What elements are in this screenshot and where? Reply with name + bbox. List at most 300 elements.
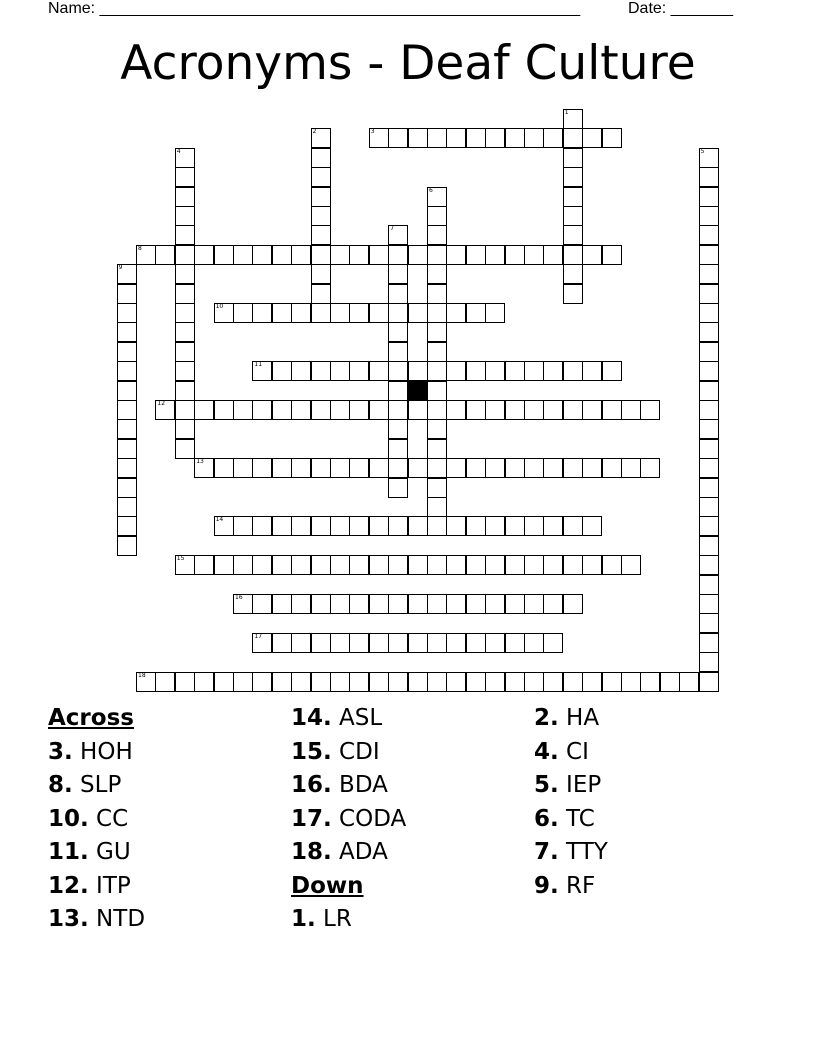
grid-cell[interactable] [388,361,408,381]
grid-cell[interactable] [330,633,350,653]
grid-cell[interactable] [602,458,622,478]
grid-cell[interactable] [117,381,137,401]
grid-cell[interactable] [252,361,272,381]
grid-cell[interactable] [621,400,641,420]
grid-cell[interactable] [543,672,563,692]
grid-cell[interactable] [563,109,583,129]
grid-cell[interactable] [291,458,311,478]
grid-cell[interactable] [524,672,544,692]
grid-cell[interactable] [524,361,544,381]
grid-cell[interactable] [252,633,272,653]
grid-cell[interactable] [233,458,253,478]
grid-cell[interactable] [621,555,641,575]
grid-cell[interactable] [563,128,583,148]
grid-cell[interactable] [272,516,292,536]
grid-cell[interactable] [349,516,369,536]
grid-cell[interactable] [485,594,505,614]
grid-cell[interactable] [446,245,466,265]
grid-cell[interactable] [582,672,602,692]
grid-cell[interactable] [272,361,292,381]
grid-cell[interactable] [582,516,602,536]
grid-cell[interactable] [330,516,350,536]
grid-cell[interactable] [485,128,505,148]
grid-cell[interactable] [699,322,719,342]
grid-cell[interactable] [427,458,447,478]
grid-cell[interactable] [311,167,331,187]
grid-cell[interactable] [699,167,719,187]
grid-cell[interactable] [524,458,544,478]
grid-cell[interactable] [369,555,389,575]
grid-cell[interactable] [155,672,175,692]
grid-cell[interactable] [699,516,719,536]
grid-cell[interactable] [524,516,544,536]
grid-cell[interactable] [117,361,137,381]
grid-cell[interactable] [543,400,563,420]
grid-cell[interactable] [388,478,408,498]
grid-cell[interactable] [369,633,389,653]
grid-cell[interactable] [582,458,602,478]
grid-cell[interactable] [349,400,369,420]
grid-cell[interactable] [175,284,195,304]
grid-cell[interactable] [699,672,719,692]
grid-cell[interactable] [427,516,447,536]
grid-cell[interactable] [466,400,486,420]
grid-cell[interactable] [427,633,447,653]
grid-cell[interactable] [272,672,292,692]
grid-cell[interactable] [543,128,563,148]
grid-cell[interactable] [214,400,234,420]
grid-cell[interactable] [408,361,428,381]
grid-cell[interactable] [485,458,505,478]
grid-cell[interactable] [543,516,563,536]
grid-cell[interactable] [369,361,389,381]
grid-cell[interactable] [233,516,253,536]
grid-cell[interactable] [699,245,719,265]
grid-cell[interactable] [543,555,563,575]
grid-cell[interactable] [408,672,428,692]
grid-cell[interactable] [408,516,428,536]
grid-cell[interactable] [252,245,272,265]
grid-cell[interactable] [388,381,408,401]
grid-cell[interactable] [446,458,466,478]
grid-cell[interactable] [640,400,660,420]
grid-cell[interactable] [388,458,408,478]
grid-cell[interactable] [175,361,195,381]
grid-cell[interactable] [252,458,272,478]
grid-cell[interactable] [427,264,447,284]
grid-cell[interactable] [563,187,583,207]
grid-cell[interactable] [330,361,350,381]
grid-cell[interactable] [699,303,719,323]
grid-cell[interactable] [582,128,602,148]
grid-cell[interactable] [291,594,311,614]
grid-cell[interactable] [427,245,447,265]
grid-cell[interactable] [543,458,563,478]
grid-cell[interactable] [485,245,505,265]
grid-cell[interactable] [388,439,408,459]
grid-cell[interactable] [175,439,195,459]
grid-cell[interactable] [505,245,525,265]
grid-cell[interactable] [524,128,544,148]
grid-cell[interactable] [349,245,369,265]
grid-cell[interactable] [194,672,214,692]
grid-cell[interactable] [311,187,331,207]
grid-cell[interactable] [640,458,660,478]
grid-cell[interactable] [427,187,447,207]
grid-cell[interactable] [563,400,583,420]
grid-cell[interactable] [233,594,253,614]
grid-cell[interactable] [699,536,719,556]
grid-cell[interactable] [524,594,544,614]
grid-cell[interactable] [330,594,350,614]
grid-cell[interactable] [311,400,331,420]
grid-cell[interactable] [311,225,331,245]
grid-cell[interactable] [427,439,447,459]
grid-cell[interactable] [388,284,408,304]
grid-cell[interactable] [543,245,563,265]
grid-cell[interactable] [427,206,447,226]
grid-cell[interactable] [369,516,389,536]
grid-cell[interactable] [175,672,195,692]
grid-cell[interactable] [311,633,331,653]
grid-cell[interactable] [466,555,486,575]
grid-cell[interactable] [699,225,719,245]
grid-cell[interactable] [524,245,544,265]
grid-cell[interactable] [408,633,428,653]
grid-cell[interactable] [505,458,525,478]
grid-cell[interactable] [117,419,137,439]
grid-cell[interactable] [485,361,505,381]
grid-cell[interactable] [505,400,525,420]
grid-cell[interactable] [427,478,447,498]
grid-cell[interactable] [699,458,719,478]
grid-cell[interactable] [117,497,137,517]
grid-cell[interactable] [408,458,428,478]
grid-cell[interactable] [602,400,622,420]
grid-cell[interactable] [175,400,195,420]
grid-cell[interactable] [427,322,447,342]
grid-cell[interactable] [466,633,486,653]
grid-cell[interactable] [233,555,253,575]
grid-cell[interactable] [117,400,137,420]
grid-cell[interactable] [485,555,505,575]
grid-cell[interactable] [543,594,563,614]
grid-cell[interactable] [602,128,622,148]
grid-cell[interactable] [194,245,214,265]
grid-cell[interactable] [117,264,137,284]
grid-cell[interactable] [563,361,583,381]
grid-cell[interactable] [427,128,447,148]
grid-cell[interactable] [136,245,156,265]
grid-cell[interactable] [330,400,350,420]
grid-cell[interactable] [252,303,272,323]
grid-cell[interactable] [563,206,583,226]
grid-cell[interactable] [117,322,137,342]
grid-cell[interactable] [175,187,195,207]
grid-cell[interactable] [427,284,447,304]
grid-cell[interactable] [214,672,234,692]
grid-cell[interactable] [408,400,428,420]
grid-cell[interactable] [311,128,331,148]
grid-cell[interactable] [252,672,272,692]
grid-cell[interactable] [311,672,331,692]
grid-cell[interactable] [427,303,447,323]
grid-cell[interactable] [291,245,311,265]
grid-cell[interactable] [485,516,505,536]
grid-cell[interactable] [311,284,331,304]
grid-cell[interactable] [543,633,563,653]
grid-cell[interactable] [466,361,486,381]
grid-cell[interactable] [699,439,719,459]
grid-cell[interactable] [388,672,408,692]
grid-cell[interactable] [214,516,234,536]
grid-cell[interactable] [311,303,331,323]
grid-cell[interactable] [175,342,195,362]
grid-cell[interactable] [563,555,583,575]
grid-cell[interactable] [155,245,175,265]
grid-cell[interactable] [563,264,583,284]
grid-cell[interactable] [427,555,447,575]
grid-cell[interactable] [311,264,331,284]
grid-cell[interactable] [388,264,408,284]
grid-cell[interactable] [291,303,311,323]
grid-cell[interactable] [291,672,311,692]
grid-cell[interactable] [446,555,466,575]
grid-cell[interactable] [291,633,311,653]
grid-cell[interactable] [466,672,486,692]
grid-cell[interactable] [330,458,350,478]
grid-cell[interactable] [311,361,331,381]
grid-cell[interactable] [175,206,195,226]
grid-cell[interactable] [175,245,195,265]
grid-cell[interactable] [485,400,505,420]
grid-cell[interactable] [505,633,525,653]
grid-cell[interactable] [388,633,408,653]
grid-cell[interactable] [466,303,486,323]
grid-cell[interactable] [311,594,331,614]
grid-cell[interactable] [117,536,137,556]
grid-cell[interactable] [311,458,331,478]
grid-cell[interactable] [272,633,292,653]
grid-cell[interactable] [505,672,525,692]
grid-cell[interactable] [485,633,505,653]
grid-cell[interactable] [349,672,369,692]
grid-cell[interactable] [524,400,544,420]
grid-cell[interactable] [563,458,583,478]
grid-cell[interactable] [408,128,428,148]
grid-cell[interactable] [272,400,292,420]
grid-cell[interactable] [446,400,466,420]
grid-cell[interactable] [349,555,369,575]
grid-cell[interactable] [505,594,525,614]
grid-cell[interactable] [408,303,428,323]
grid-cell[interactable] [446,303,466,323]
grid-cell[interactable] [252,516,272,536]
grid-cell[interactable] [582,555,602,575]
grid-cell[interactable] [427,225,447,245]
grid-cell[interactable] [408,245,428,265]
grid-cell[interactable] [640,672,660,692]
grid-cell[interactable] [446,633,466,653]
grid-cell[interactable] [349,361,369,381]
grid-cell[interactable] [505,555,525,575]
grid-cell[interactable] [699,652,719,672]
grid-cell[interactable] [699,613,719,633]
grid-cell[interactable] [349,594,369,614]
grid-cell[interactable] [699,361,719,381]
grid-cell[interactable] [388,419,408,439]
grid-cell[interactable] [563,672,583,692]
grid-cell[interactable] [388,516,408,536]
grid-cell[interactable] [369,400,389,420]
grid-cell[interactable] [175,225,195,245]
grid-cell[interactable] [699,284,719,304]
grid-cell[interactable] [388,555,408,575]
grid-cell[interactable] [388,400,408,420]
grid-cell[interactable] [175,322,195,342]
grid-cell[interactable] [699,206,719,226]
grid-cell[interactable] [369,594,389,614]
grid-cell[interactable] [291,516,311,536]
grid-cell[interactable] [427,672,447,692]
grid-cell[interactable] [446,672,466,692]
grid-cell[interactable] [175,555,195,575]
grid-cell[interactable] [233,245,253,265]
grid-cell[interactable] [602,361,622,381]
grid-cell[interactable] [272,303,292,323]
grid-cell[interactable] [175,381,195,401]
grid-cell[interactable] [214,245,234,265]
grid-cell[interactable] [252,555,272,575]
grid-cell[interactable] [466,516,486,536]
grid-cell[interactable] [466,594,486,614]
grid-cell[interactable] [582,361,602,381]
grid-cell[interactable] [699,342,719,362]
grid-cell[interactable] [563,284,583,304]
grid-cell[interactable] [699,633,719,653]
grid-cell[interactable] [563,167,583,187]
grid-cell[interactable] [349,303,369,323]
grid-cell[interactable] [311,245,331,265]
grid-cell[interactable] [699,381,719,401]
grid-cell[interactable] [485,672,505,692]
grid-cell[interactable] [699,478,719,498]
grid-cell[interactable] [699,148,719,168]
grid-cell[interactable] [369,672,389,692]
grid-cell[interactable] [427,361,447,381]
grid-cell[interactable] [446,128,466,148]
grid-cell[interactable] [388,128,408,148]
grid-cell[interactable] [349,458,369,478]
grid-cell[interactable] [194,555,214,575]
grid-cell[interactable] [699,264,719,284]
grid-cell[interactable] [602,672,622,692]
grid-cell[interactable] [175,148,195,168]
grid-cell[interactable] [563,148,583,168]
grid-cell[interactable] [233,672,253,692]
grid-cell[interactable] [136,672,156,692]
grid-cell[interactable] [330,303,350,323]
grid-cell[interactable] [427,497,447,517]
grid-cell[interactable] [621,458,641,478]
grid-cell[interactable] [175,167,195,187]
grid-cell[interactable] [388,594,408,614]
grid-cell[interactable] [330,672,350,692]
grid-cell[interactable] [388,245,408,265]
grid-cell[interactable] [699,575,719,595]
grid-cell[interactable] [117,439,137,459]
grid-cell[interactable] [660,672,680,692]
grid-cell[interactable] [311,516,331,536]
grid-cell[interactable] [563,245,583,265]
grid-cell[interactable] [505,361,525,381]
grid-cell[interactable] [543,361,563,381]
grid-cell[interactable] [388,342,408,362]
grid-cell[interactable] [272,245,292,265]
grid-cell[interactable] [466,128,486,148]
grid-cell[interactable] [699,594,719,614]
grid-cell[interactable] [214,458,234,478]
grid-cell[interactable] [699,187,719,207]
grid-cell[interactable] [330,555,350,575]
grid-cell[interactable] [233,400,253,420]
grid-cell[interactable] [117,284,137,304]
grid-cell[interactable] [388,303,408,323]
grid-cell[interactable] [214,303,234,323]
grid-cell[interactable] [524,633,544,653]
grid-cell[interactable] [117,478,137,498]
grid-cell[interactable] [117,516,137,536]
grid-cell[interactable] [427,400,447,420]
grid-cell[interactable] [446,594,466,614]
grid-cell[interactable] [699,555,719,575]
grid-cell[interactable] [679,672,699,692]
grid-cell[interactable] [446,516,466,536]
grid-cell[interactable] [427,381,447,401]
grid-cell[interactable] [194,458,214,478]
grid-cell[interactable] [330,245,350,265]
grid-cell[interactable] [272,594,292,614]
grid-cell[interactable] [563,516,583,536]
grid-cell[interactable] [388,225,408,245]
grid-cell[interactable] [311,555,331,575]
grid-cell[interactable] [214,555,234,575]
grid-cell[interactable] [175,419,195,439]
grid-cell[interactable] [349,633,369,653]
grid-cell[interactable] [117,458,137,478]
grid-cell[interactable] [408,555,428,575]
grid-cell[interactable] [233,303,253,323]
grid-cell[interactable] [427,594,447,614]
grid-cell[interactable] [505,516,525,536]
grid-cell[interactable] [388,322,408,342]
grid-cell[interactable] [699,400,719,420]
grid-cell[interactable] [408,594,428,614]
grid-cell[interactable] [291,400,311,420]
grid-cell[interactable] [194,400,214,420]
grid-cell[interactable] [621,672,641,692]
grid-cell[interactable] [369,128,389,148]
grid-cell[interactable] [369,303,389,323]
grid-cell[interactable] [291,361,311,381]
grid-cell[interactable] [175,303,195,323]
grid-cell[interactable] [505,128,525,148]
grid-cell[interactable] [175,264,195,284]
grid-cell[interactable] [563,225,583,245]
grid-cell[interactable] [117,303,137,323]
grid-cell[interactable] [272,555,292,575]
grid-cell[interactable] [602,245,622,265]
